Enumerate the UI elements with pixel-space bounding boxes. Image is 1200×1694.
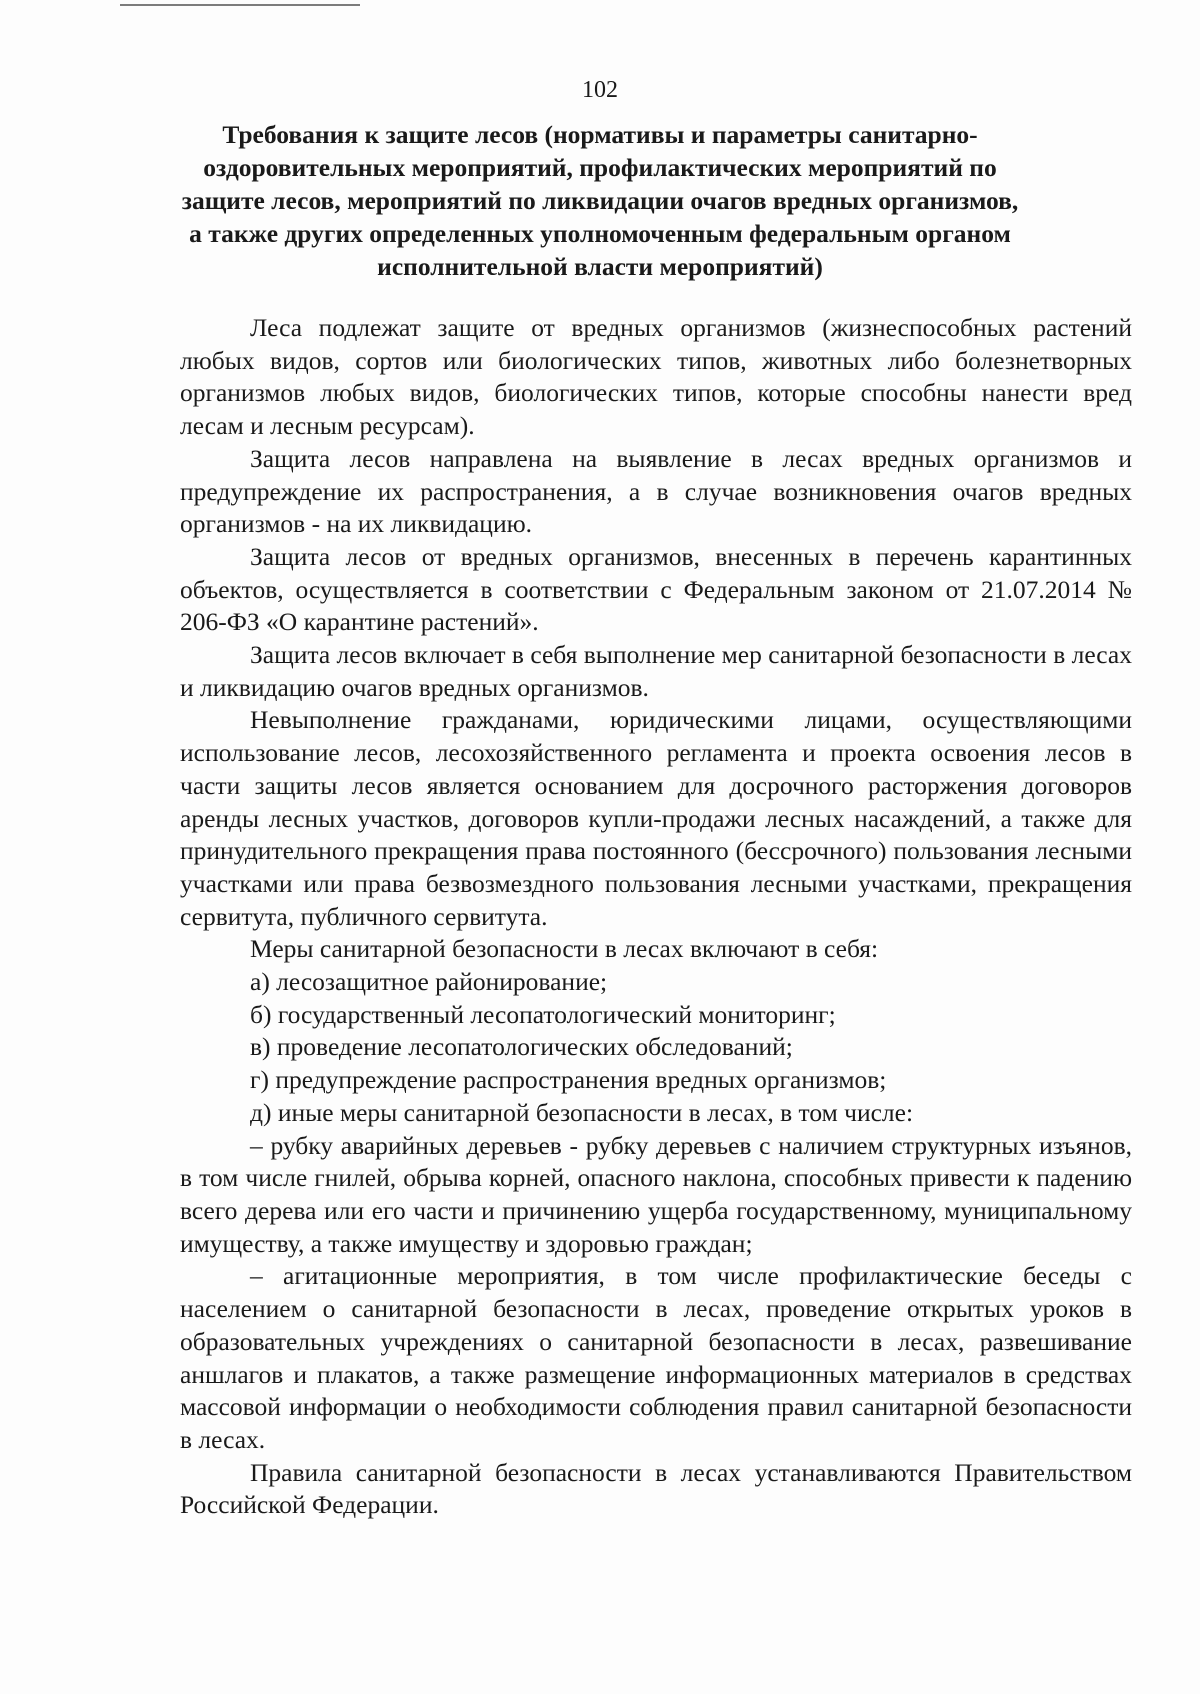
- list-item: б) государственный лесопатологический мониторинг;: [250, 999, 836, 1029]
- list-item: в) проведение лесопатологических обследований;: [250, 1032, 793, 1062]
- page-number: 102: [582, 77, 618, 103]
- paragraph: Защита лесов включает в себя выполнение мер санитарной безопасности в лесах и ликвидацию очагов вредных организмов.: [180, 640, 1132, 702]
- scan-artifact-line: [120, 4, 360, 6]
- paragraph: Невыполнение гражданами, юридическими лицами, осуществляющими использование лесов, лесохозяйственного регламента и проекта освоения лесов в части защиты лесов является основанием для досрочного расторжения договоров аренды лесных участков, договоров купли-продажи лесных насаждений, а также для принудительного прекращения права постоянного (бессрочного) пользования лесными участками или права безвозмездного пользования лесными участками, прекращения сервитута, публичного сервитута.: [180, 705, 1132, 931]
- list-item: а) лесозащитное районирование;: [250, 967, 608, 997]
- document-body: [180, 312, 1132, 1522]
- paragraph: Защита лесов от вредных организмов, внесенных в перечень карантинных объектов, осуществляется в соответствии с Федеральным законом от 21.07.2014 № 206-ФЗ «О карантине растений».: [180, 541, 1132, 637]
- paragraph: Правила санитарной безопасности в лесах устанавливаются Правительством Российской Федерации.: [180, 1457, 1132, 1520]
- list-item: г) предупреждение распространения вредных организмов;: [250, 1065, 887, 1095]
- list-item: д) иные меры санитарной безопасности в лесах, в том числе:: [250, 1097, 914, 1127]
- list-intro: Меры санитарной безопасности в лесах включают в себя:: [250, 934, 879, 964]
- document-title: Требования к защите лесов (нормативы и параметры санитарно-оздоровительных мероприятий, профилактических мероприятий по защите лесов, мероприятий по ликвидации очагов вредных организмов, а также других определенных уполномоченным федеральным органом исполнительной власти мероприятий): [181, 120, 1019, 281]
- sub-list-item: – рубку аварийных деревьев - рубку деревьев с наличием структурных изъянов, в том числе гнилей, обрыва корней, опасного наклона, способных привести к падению всего дерева или его части и причинению ущерба государственному, муниципальному имуществу, а также имуществу и здоровью граждан;: [180, 1130, 1132, 1258]
- paragraph: Леса подлежат защите от вредных организмов (жизнеспособных растений любых видов, сортов или биологических типов, животных либо болезнетворных организмов любых видов, биологических типов, которые способны нанести вред лесам и лесным ресурсам).: [180, 313, 1132, 441]
- paragraph: Защита лесов направлена на выявление в лесах вредных организмов и предупреждение их распространения, а в случае возникновения очагов вредных организмов - на их ликвидацию.: [180, 443, 1132, 539]
- sub-list-item: – агитационные мероприятия, в том числе профилактические беседы с населением о санитарной безопасности в лесах, проведение открытых уроков в образовательных учреждениях о санитарной безопасности в лесах, развешивание аншлагов и плакатов, а также размещение информационных материалов в средствах массовой информации о необходимости соблюдения правил санитарной безопасности в лесах.: [180, 1261, 1132, 1454]
